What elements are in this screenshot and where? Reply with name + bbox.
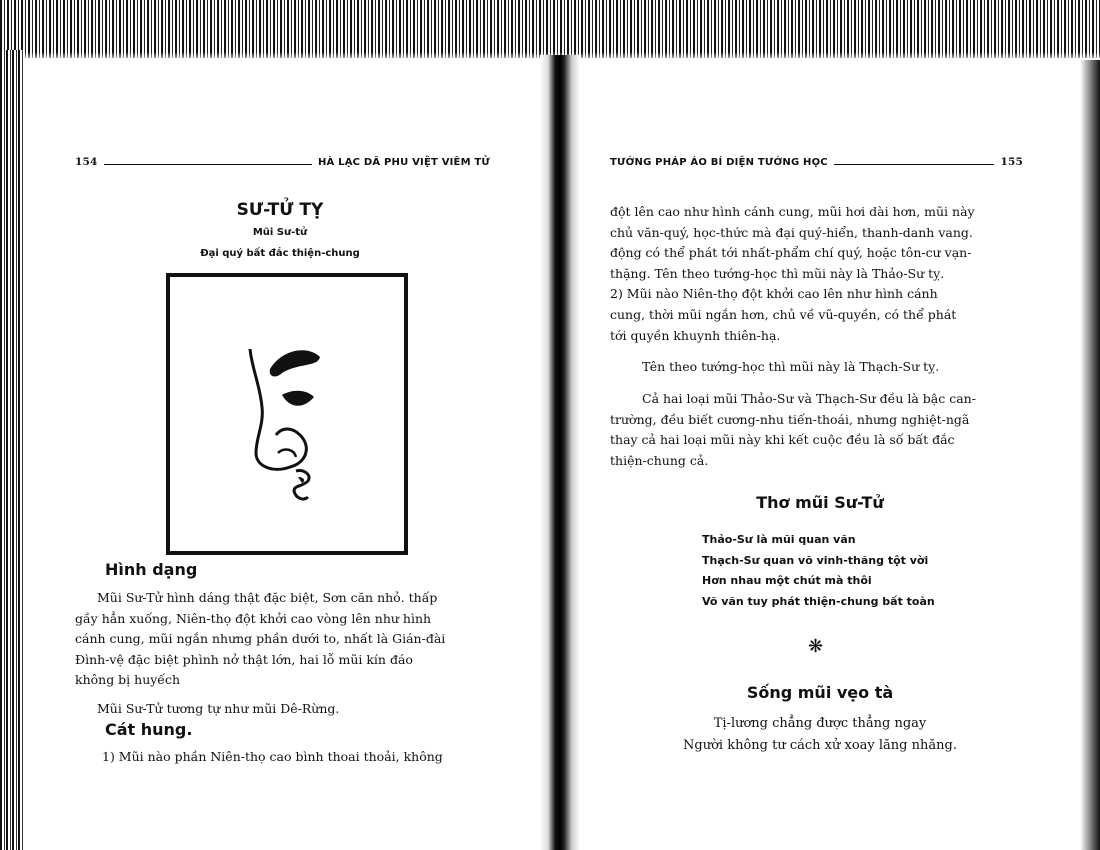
comparison-line: Mũi Sư-Tử tương tự như mũi Dê-Rừng.: [97, 701, 340, 716]
text-line: động có thể phát tới nhất-phẩm chí quý, hoặc tôn-cư vạn-: [610, 245, 972, 261]
text-line: 2) Mũi nào Niên-thọ đột khởi cao lên như hình cánh: [610, 286, 938, 302]
text-line: cung, thời mũi ngắn hơn, chủ về vũ-quyền, có thể phát: [610, 306, 957, 322]
text-line: trường, đều biết cương-nhu tiến-thoái, nhưng nghiệt-ngã: [610, 411, 970, 427]
left-running-title: HÀ LẠC DÃ PHU VIỆT VIÊM TỬ: [317, 157, 490, 168]
poem-line: Võ văn tuy phát thiện-chung bất toàn: [702, 594, 935, 608]
right-page-number: 155: [1000, 156, 1023, 168]
verse-line: Người không tư cách xử xoay lăng nhăng.: [683, 738, 957, 753]
text-line: thiện-chung cả.: [610, 452, 709, 468]
chapter-title: SƯ-TỬ TỴ: [236, 200, 324, 220]
text-line: Cả hai loại mũi Thảo-Sư và Thạch-Sư đều là bậc can-: [642, 391, 976, 406]
left-running-head: [75, 156, 490, 168]
left-page: [70, 0, 490, 850]
shape-description: [75, 588, 485, 691]
text-line: gầy hẳn xuống, Niên-thọ đột khởi cao vòng lên như hình: [75, 610, 432, 626]
running-head-rule: [834, 164, 995, 165]
nose-profile-illustration: [170, 277, 404, 551]
poem-line: Thảo-Sư là mũi quan văn: [702, 533, 856, 546]
chapter-subtitle: Mũi Sư-tử: [252, 227, 308, 238]
scan-right-edge: [1080, 60, 1100, 850]
book-gutter: [540, 55, 580, 850]
section-heading-shape: Hình dạng: [105, 560, 198, 579]
text-line: chủ văn-quý, học-thức mà đại quý-hiển, thanh-danh vang.: [610, 224, 973, 240]
text-line: tới quyền khuynh thiên-hạ.: [610, 327, 781, 343]
verse: [610, 713, 1030, 757]
section-title-crooked-nose: Sống mũi vẹo tà: [746, 683, 894, 702]
chapter-subtitle-2: Đại quý bất đắc thiện-chung: [200, 248, 360, 259]
text-line: Mũi Sư-Tử hình dáng thật đặc biệt, Sơn căn nhỏ. thấp: [97, 590, 438, 605]
name-line: Tên theo tướng-học thì mũi này là Thạch-Sư tỵ.: [642, 359, 940, 374]
poem-line: Thạch-Sư quan võ vinh-thăng tột vời: [702, 553, 929, 567]
poem: [702, 530, 935, 612]
poem-line: Hơn nhau một chút mà thôi: [702, 574, 872, 587]
text-line: đột lên cao như hình cánh cung, mũi hơi dài hơn, mũi này: [610, 204, 975, 219]
fortune-continued: [610, 202, 1028, 346]
running-head-rule: [104, 164, 312, 165]
ornament-icon: ❋: [808, 636, 824, 657]
text-line: không bị huyếch: [75, 672, 181, 688]
scan-left-edge: [0, 50, 24, 850]
right-running-title: TƯỚNG PHÁP ÁO BÍ DIỆN TƯỚNG HỌC: [610, 157, 828, 168]
verse-line: Tị-lương chẳng được thẳng ngay: [713, 716, 927, 731]
text-line: Đình-vệ đặc biệt phình nở thật lớn, hai lỗ mũi kín đáo: [75, 651, 413, 667]
fortune-line: 1) Mũi nào phần Niên-thọ cao bình thoai thoải, không: [102, 749, 443, 764]
text-line: thay cả hai loại mũi này khi kết cuộc đều là số bất đắc: [610, 432, 955, 448]
text-line: cánh cung, mũi ngắn nhưng phần dưới to, nhất là Gián-đài: [75, 631, 446, 647]
right-running-head: [610, 156, 1023, 168]
poem-title: Thơ mũi Sư-Tử: [756, 493, 884, 512]
text-line: thặng. Tên theo tướng-học thì mũi này là Thảo-Sư tỵ.: [610, 265, 945, 281]
conclusion-paragraph: [610, 389, 1028, 471]
right-page: [610, 0, 1030, 850]
left-page-number: 154: [75, 156, 98, 168]
section-heading-fortune: Cát hung.: [105, 720, 193, 739]
nose-illustration-frame: [166, 273, 408, 555]
